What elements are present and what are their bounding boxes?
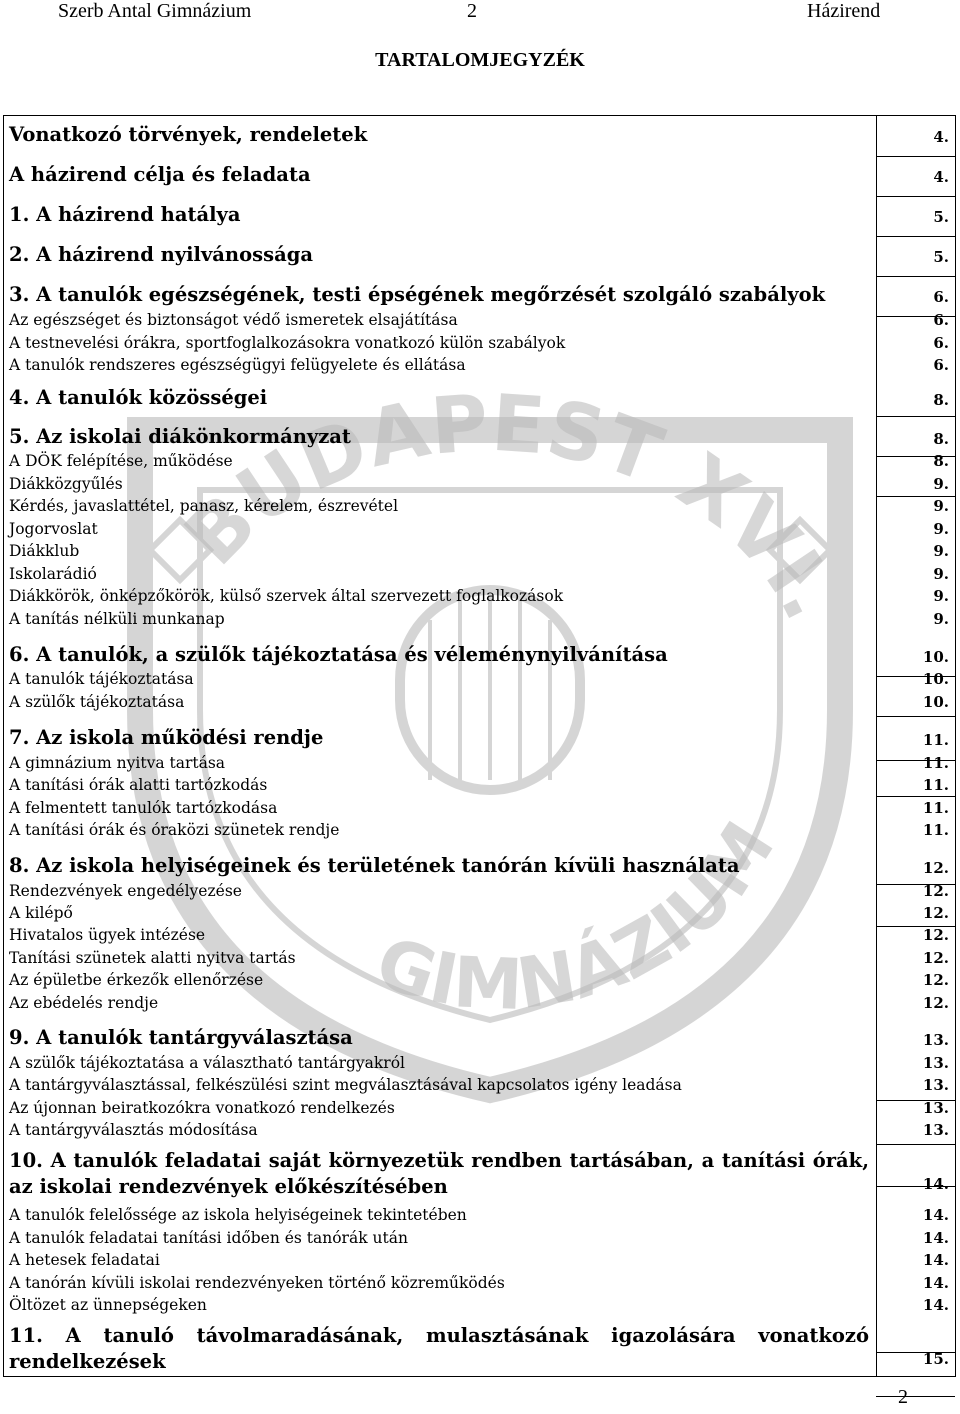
toc-entry-page: 14. — [922, 1296, 949, 1314]
toc-entry[interactable] — [4, 1247, 955, 1269]
toc-entry-title: 1. A házirend hatálya — [9, 203, 241, 226]
toc-entry-title: Tanítási szünetek alatti nyitva tartás — [9, 949, 296, 967]
toc-entry[interactable] — [4, 1314, 955, 1377]
toc-entry-title: A tantárgyválasztással, felkészülési szint megválasztásával kapcsolatos igény leadása — [9, 1076, 682, 1094]
toc-entry-title: Diákkörök, önképzőkörök, külső szervek által szervezett foglalkozások — [9, 587, 564, 605]
toc-entry-title: Iskolarádió — [9, 565, 97, 583]
toc-entry-page: 8. — [933, 430, 949, 448]
toc-entry-title: Rendezvények engedélyezése — [9, 882, 242, 900]
toc-entry[interactable] — [4, 374, 955, 409]
toc-entry-page: 9. — [933, 610, 949, 628]
toc-entry[interactable] — [4, 515, 955, 538]
toc-entry-title: Vonatkozó törvények, rendeletek — [9, 123, 368, 146]
toc-entry[interactable] — [4, 1117, 955, 1139]
toc-entry[interactable] — [4, 1094, 955, 1117]
toc-entry-page: 14. — [922, 1274, 949, 1292]
toc-entry-title: Öltözet az ünnepségeken — [9, 1296, 207, 1314]
page-header — [0, 0, 960, 26]
toc-entry[interactable] — [4, 628, 955, 666]
toc-entry-page: 9. — [933, 587, 949, 605]
toc-entry[interactable] — [4, 605, 955, 628]
toc-entry-title: A tanulók felelőssége az iskola helyiségeinek tekintetében — [9, 1206, 467, 1224]
toc-entry-title: A kilépő — [9, 904, 73, 922]
toc-entry-title: A tanítás nélküli munkanap — [9, 610, 225, 628]
toc-entry-page: 10. — [922, 670, 949, 688]
toc-entry-title: Diákklub — [9, 542, 80, 560]
footer-page-number: 2 — [898, 1386, 908, 1408]
toc-entry[interactable] — [4, 448, 955, 470]
toc-entry[interactable] — [4, 772, 955, 794]
toc-entry[interactable] — [4, 711, 955, 749]
toc-entry[interactable] — [4, 1072, 955, 1094]
toc-entry-page: 11. — [922, 731, 949, 749]
toc-entry[interactable] — [4, 1012, 955, 1049]
toc-entry-page: 14. — [922, 1251, 949, 1269]
toc-entry-page: 12. — [922, 904, 949, 922]
toc-entry-page: 6. — [933, 288, 949, 306]
table-of-contents — [3, 115, 956, 1377]
toc-entry[interactable] — [4, 1202, 955, 1224]
toc-entry-title: 11. A tanuló távolmaradásának, mulasztásának igazolására vonatkozó rendelkezések — [9, 1324, 869, 1373]
toc-entry[interactable] — [4, 666, 955, 688]
toc-entry-title: 7. Az iskola működési rendje — [9, 726, 324, 749]
toc-entry[interactable] — [4, 989, 955, 1012]
toc-entry[interactable] — [4, 922, 955, 944]
toc-entry[interactable] — [4, 266, 955, 306]
toc-entry[interactable] — [4, 1269, 955, 1292]
toc-entry-page: 9. — [933, 497, 949, 515]
toc-entry-title: 2. A házirend nyilvánossága — [9, 243, 313, 266]
toc-entry[interactable] — [4, 329, 955, 352]
toc-entry-page: 14. — [922, 1229, 949, 1247]
toc-entry-title: A felmentett tanulók tartózkodása — [9, 799, 278, 817]
toc-entry-title: Diákközgyűlés — [9, 475, 123, 493]
toc-entry-page: 13. — [922, 1031, 949, 1049]
toc-entry[interactable] — [4, 470, 955, 493]
toc-entry-page: 12. — [922, 859, 949, 877]
toc-entry-page: 13. — [922, 1054, 949, 1072]
toc-entry[interactable] — [4, 967, 955, 989]
toc-entry-title: 8. Az iskola helyiségeinek és területének tanórán kívüli használata — [9, 854, 740, 877]
toc-entry-title: 9. A tanulók tantárgyválasztása — [9, 1026, 353, 1049]
toc-entry[interactable] — [4, 817, 955, 839]
toc-entry-page: 12. — [922, 882, 949, 900]
toc-entry-page: 8. — [933, 452, 949, 470]
toc-entry-title: 5. Az iskolai diákönkormányzat — [9, 425, 351, 448]
toc-entry-page: 13. — [922, 1099, 949, 1117]
page-title: TARTALOMJEGYZÉK — [375, 49, 585, 71]
toc-entry-title: 10. A tanulók feladatai saját környezetük rendben tartásában, a tanítási órák, az iskolai rendezvények előkészítésében — [9, 1149, 869, 1198]
toc-entry-page: 9. — [933, 565, 949, 583]
toc-entry-page: 9. — [933, 475, 949, 493]
toc-entry-title: A házirend célja és feladata — [9, 163, 311, 186]
toc-entry-title: Az újonnan beiratkozókra vonatkozó rendelkezés — [9, 1099, 395, 1117]
toc-entry-page: 5. — [933, 248, 949, 266]
toc-entry-page: 6. — [933, 311, 949, 329]
toc-entry-title: A tanítási órák és óraközi szünetek rendje — [9, 821, 340, 839]
toc-entry-page: 14. — [922, 1206, 949, 1224]
toc-entry[interactable] — [4, 306, 955, 329]
toc-entry-title: A tanulók feladatai tanítási időben és tanórák után — [9, 1229, 408, 1247]
toc-entry[interactable] — [4, 1292, 955, 1314]
toc-entry[interactable] — [4, 146, 955, 186]
toc-entry-title: Jogorvoslat — [9, 520, 98, 538]
toc-entry-page: 9. — [933, 542, 949, 560]
toc-entry-title: Az egészséget és biztonságot védő ismeretek elsajátítása — [9, 311, 458, 329]
toc-entry[interactable] — [4, 688, 955, 711]
toc-entry[interactable] — [4, 186, 955, 226]
watermark-text-bottom: GIMNÁZIUM — [366, 807, 791, 1027]
toc-entry-title: Az ebédelés rendje — [9, 994, 159, 1012]
toc-entry-title: A tantárgyválasztás módosítása — [9, 1121, 258, 1139]
toc-entry-page: 11. — [922, 754, 949, 772]
toc-entry-title: 4. A tanulók közösségei — [9, 386, 268, 409]
toc-entry-page: 12. — [922, 949, 949, 967]
toc-entry[interactable] — [4, 409, 955, 448]
toc-entry-title: A tanórán kívüli iskolai rendezvényeken történő közreműködés — [9, 1274, 505, 1292]
toc-entry[interactable] — [4, 560, 955, 583]
toc-entry[interactable] — [4, 1049, 955, 1072]
toc-entry[interactable] — [4, 1224, 955, 1247]
toc-entry-title: A gimnázium nyitva tartása — [9, 754, 226, 772]
toc-entry[interactable] — [4, 538, 955, 560]
toc-entry-title: Hivatalos ügyek intézése — [9, 926, 206, 944]
toc-entry-title: A szülők tájékoztatása a választható tantárgyakról — [9, 1054, 405, 1072]
toc-entry-page: 12. — [922, 971, 949, 989]
toc-entry-page: 5. — [933, 208, 949, 226]
toc-entry[interactable] — [4, 944, 955, 967]
toc-entry-title: Az épületbe érkezők ellenőrzése — [9, 971, 264, 989]
header-school-name: Szerb Antal Gimnázium — [58, 0, 252, 22]
toc-entry-title: A tanulók tájékoztatása — [9, 670, 194, 688]
toc-entry[interactable] — [4, 794, 955, 817]
toc-entry-page: 12. — [922, 926, 949, 944]
toc-entry[interactable] — [4, 900, 955, 922]
toc-entry-page: 11. — [922, 776, 949, 794]
toc-entry-page: 4. — [933, 168, 949, 186]
toc-entry-page: 13. — [922, 1076, 949, 1094]
toc-entry-title: 6. A tanulók, a szülők tájékoztatása és véleménynyilvánítása — [9, 643, 668, 666]
toc-entry[interactable] — [4, 118, 955, 146]
toc-entry-title: A tanítási órák alatti tartózkodás — [9, 776, 268, 794]
toc-entry-page: 6. — [933, 356, 949, 374]
toc-entry[interactable] — [4, 352, 955, 374]
toc-entry-page: 4. — [933, 128, 949, 146]
toc-entry-page: 11. — [922, 799, 949, 817]
toc-entry-title: A DÖK felépítése, működése — [9, 452, 233, 470]
toc-entry-page: 10. — [922, 648, 949, 666]
toc-entry-page: 6. — [933, 334, 949, 352]
toc-entry-title: A tanulók rendszeres egészségügyi felügyelete és ellátása — [9, 356, 466, 374]
toc-entry-title: A testnevelési órákra, sportfoglalkozásokra vonatkozó külön szabályok — [9, 334, 566, 352]
toc-entry-page: 11. — [922, 821, 949, 839]
toc-entry[interactable] — [4, 877, 955, 900]
toc-entry[interactable] — [4, 493, 955, 515]
toc-entry-title: Kérdés, javaslattétel, panasz, kérelem, észrevétel — [9, 497, 399, 515]
toc-entry-page: 9. — [933, 520, 949, 538]
page-column-rule — [876, 1396, 955, 1397]
toc-entry[interactable] — [4, 226, 955, 266]
toc-entry-page: 15. — [922, 1350, 949, 1368]
toc-entry-page: 10. — [922, 693, 949, 711]
toc-entry[interactable] — [4, 1139, 955, 1202]
watermark-text-top: BUDAPEST XVI. — [168, 378, 857, 634]
toc-entry[interactable] — [4, 583, 955, 605]
toc-entry-title: A hetesek feladatai — [9, 1251, 160, 1269]
toc-entry-title: A szülők tájékoztatása — [9, 693, 185, 711]
toc-entry[interactable] — [4, 839, 955, 877]
toc-entry-title: 3. A tanulók egészségének, testi épségének megőrzését szolgáló szabályok — [9, 283, 826, 306]
toc-entry-page: 14. — [922, 1175, 949, 1193]
header-page-number: 2 — [467, 0, 477, 22]
header-document-name: Házirend — [807, 0, 881, 22]
toc-entry[interactable] — [4, 749, 955, 772]
toc-entry-page: 13. — [922, 1121, 949, 1139]
toc-entry-page: 8. — [933, 391, 949, 409]
toc-entry-page: 12. — [922, 994, 949, 1012]
